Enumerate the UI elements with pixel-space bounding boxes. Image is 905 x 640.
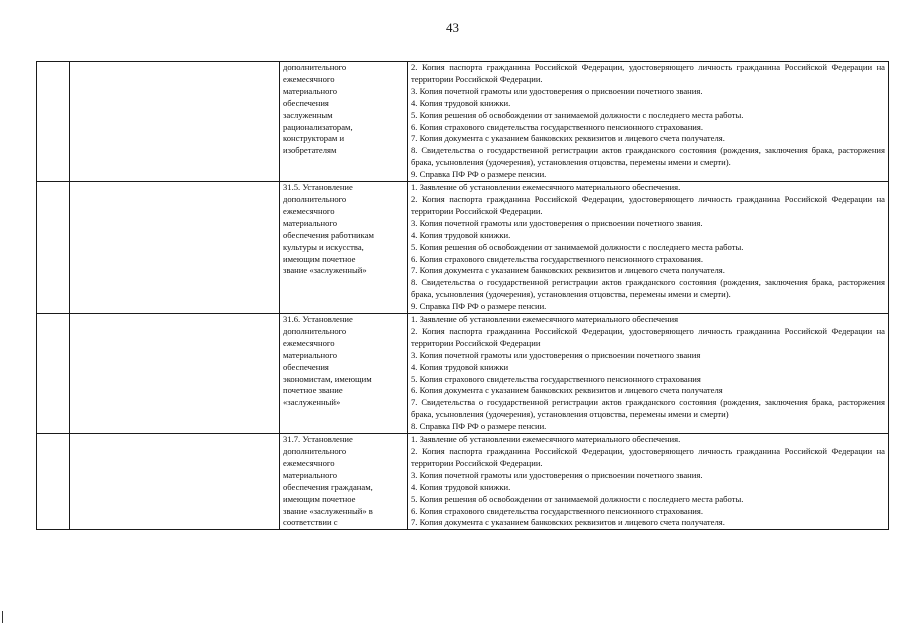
service-name-cell bbox=[280, 434, 408, 530]
documents-cell bbox=[408, 314, 889, 434]
table-row bbox=[37, 434, 889, 530]
services-table bbox=[36, 61, 889, 530]
document-item: 1. Заявление об установлении ежемесячного материального обеспечения. bbox=[411, 434, 681, 445]
service-name-line: материального bbox=[283, 217, 338, 228]
document-item: 3. Копия почетной грамоты или удостоверения о присвоении почетного звания. bbox=[411, 217, 703, 228]
document-item: 9. Справка ПФ РФ о размере пенсии. bbox=[411, 169, 547, 180]
service-name-line: обеспечения работникам bbox=[283, 229, 374, 240]
document-item: 5. Копия решения об освобождении от занимаемой должности с последнего места работы. bbox=[411, 493, 744, 504]
scan-edge-mark bbox=[2, 611, 3, 623]
service-name-line: ежемесячного bbox=[283, 205, 335, 216]
service-name-line: материального bbox=[283, 469, 338, 480]
table-row bbox=[37, 62, 889, 182]
service-name-line: «заслуженный» bbox=[283, 397, 341, 408]
document-item: 3. Копия почетной грамоты или удостоверения о присвоении почетного звания. bbox=[411, 469, 703, 480]
service-name-line: имеющим почетное bbox=[283, 253, 356, 264]
service-name-line: имеющим почетное bbox=[283, 493, 356, 504]
service-name-line: культуры и искусства, bbox=[283, 241, 364, 252]
document-item: 6. Копия страхового свидетельства государственного пенсионного страхования. bbox=[411, 505, 703, 516]
document-item: 2. Копия паспорта гражданина Российской Федерации, удостоверяющего личность гражданина Российской Федерации на территории Российской Федерации. bbox=[411, 62, 885, 84]
table-row bbox=[37, 182, 889, 314]
service-name-line: дополнительного bbox=[283, 446, 347, 456]
service-name-line: рационализаторам, bbox=[283, 121, 353, 132]
service-name-line: соответствии с bbox=[283, 517, 338, 528]
empty-cell bbox=[70, 182, 280, 314]
documents-cell bbox=[408, 182, 889, 314]
service-name-line: материального bbox=[283, 349, 338, 360]
document-item: 4. Копия трудовой книжки. bbox=[411, 229, 511, 240]
service-name-line: материального bbox=[283, 85, 338, 96]
service-name-line: ежемесячного bbox=[283, 73, 335, 84]
document-item: 5. Копия решения об освобождении от занимаемой должности с последнего места работы. bbox=[411, 109, 744, 120]
empty-cell bbox=[70, 314, 280, 434]
document-item: 3. Копия почетной грамоты или удостоверения о присвоении почетного звания. bbox=[411, 85, 703, 96]
row-number-cell bbox=[37, 434, 70, 530]
service-name-line: экономистам, имеющим bbox=[283, 373, 372, 384]
document-item: 7. Копия документа с указанием банковских реквизитов и лицевого счета получателя. bbox=[411, 133, 725, 144]
row-number-cell bbox=[37, 62, 70, 182]
service-name-line: 31.7. Установление bbox=[283, 434, 353, 445]
document-item: 8. Справка ПФ РФ о размере пенсии. bbox=[411, 421, 547, 432]
document-item: 8. Свидетельства о государственной регистрации актов гражданского состояния (рождения, заключения брака, расторжения брака, усыновления (удочерения), установления отцовства, перемены имени и смерти). bbox=[411, 277, 885, 300]
document-item: 9. Справка ПФ РФ о размере пенсии. bbox=[411, 301, 547, 312]
documents-cell bbox=[408, 434, 889, 530]
service-name-line: обеспечения bbox=[283, 361, 329, 372]
service-name-line: звание «заслуженный» в bbox=[283, 505, 373, 516]
document-item: 1. Заявление об установлении ежемесячного материального обеспечения bbox=[411, 314, 679, 325]
service-name-line: конструкторам и bbox=[283, 133, 345, 144]
document-item: 4. Копия трудовой книжки. bbox=[411, 97, 511, 108]
document-item: 7. Копия документа с указанием банковских реквизитов и лицевого счета получателя. bbox=[411, 265, 725, 276]
service-name-cell bbox=[280, 182, 408, 314]
service-name-line: дополнительного bbox=[283, 62, 347, 72]
document-item: 3. Копия почетной грамоты или удостоверения о присвоении почетного звания bbox=[411, 349, 701, 360]
service-name-cell bbox=[280, 314, 408, 434]
document-item: 6. Копия страхового свидетельства государственного пенсионного страхования. bbox=[411, 253, 703, 264]
document-item: 6. Копия документа с указанием банковских реквизитов и лицевого счета получателя bbox=[411, 385, 723, 396]
document-item: 8. Свидетельства о государственной регистрации актов гражданского состояния (рождения, заключения брака, расторжения брака, усыновления (удочерения), установления отцовства, перемены имени и смерти). bbox=[411, 145, 885, 168]
document-item: 1. Заявление об установлении ежемесячного материального обеспечения. bbox=[411, 182, 681, 193]
service-name-line: обеспечения bbox=[283, 97, 329, 108]
document-item: 7. Копия документа с указанием банковских реквизитов и лицевого счета получателя. bbox=[411, 517, 725, 528]
service-name-line: 31.6. Установление bbox=[283, 314, 353, 325]
document-item: 2. Копия паспорта гражданина Российской Федерации, удостоверяющего личность гражданина Российской Федерации на территории Российской Федерации. bbox=[411, 193, 885, 216]
service-name-line: ежемесячного bbox=[283, 337, 335, 348]
service-name-line: дополнительного bbox=[283, 325, 347, 336]
page-number: 43 bbox=[446, 20, 459, 35]
document-item: 5. Копия страхового свидетельства государственного пенсионного страхования bbox=[411, 373, 701, 384]
document-item: 7. Свидетельства о государственной регистрации актов гражданского состояния (рождения, заключения брака, расторжения брака, усыновления (удочерения), установления отцовства, перемены имени и смерти) bbox=[411, 397, 885, 420]
service-name-line: дополнительного bbox=[283, 193, 347, 204]
services-table-body bbox=[37, 62, 889, 530]
row-number-cell bbox=[37, 314, 70, 434]
document-item: 4. Копия трудовой книжки. bbox=[411, 481, 511, 492]
table-row bbox=[37, 314, 889, 434]
document-item: 2. Копия паспорта гражданина Российской Федерации, удостоверяющего личность гражданина Российской Федерации на территории Российской Федерации. bbox=[411, 446, 885, 468]
empty-cell bbox=[70, 434, 280, 530]
empty-cell bbox=[70, 62, 280, 182]
service-name-line: ежемесячного bbox=[283, 457, 335, 468]
service-name-cell bbox=[280, 62, 408, 182]
service-name-line: обеспечения гражданам, bbox=[283, 481, 373, 492]
row-number-cell bbox=[37, 182, 70, 314]
service-name-line: 31.5. Установление bbox=[283, 182, 353, 193]
service-name-line: изобретателям bbox=[283, 145, 337, 156]
service-name-line: звание «заслуженный» bbox=[283, 265, 367, 276]
service-name-line: заслуженным bbox=[283, 109, 333, 120]
service-name-line: почетное звание bbox=[283, 385, 343, 396]
document-item: 6. Копия страхового свидетельства государственного пенсионного страхования. bbox=[411, 121, 703, 132]
documents-cell bbox=[408, 62, 889, 182]
document-item: 4. Копия трудовой книжки bbox=[411, 361, 509, 372]
document-item: 5. Копия решения об освобождении от занимаемой должности с последнего места работы. bbox=[411, 241, 744, 252]
document-item: 2. Копия паспорта гражданина Российской Федерации, удостоверяющего личность гражданина Российской Федерации на территории Российской Федерации bbox=[411, 325, 885, 348]
